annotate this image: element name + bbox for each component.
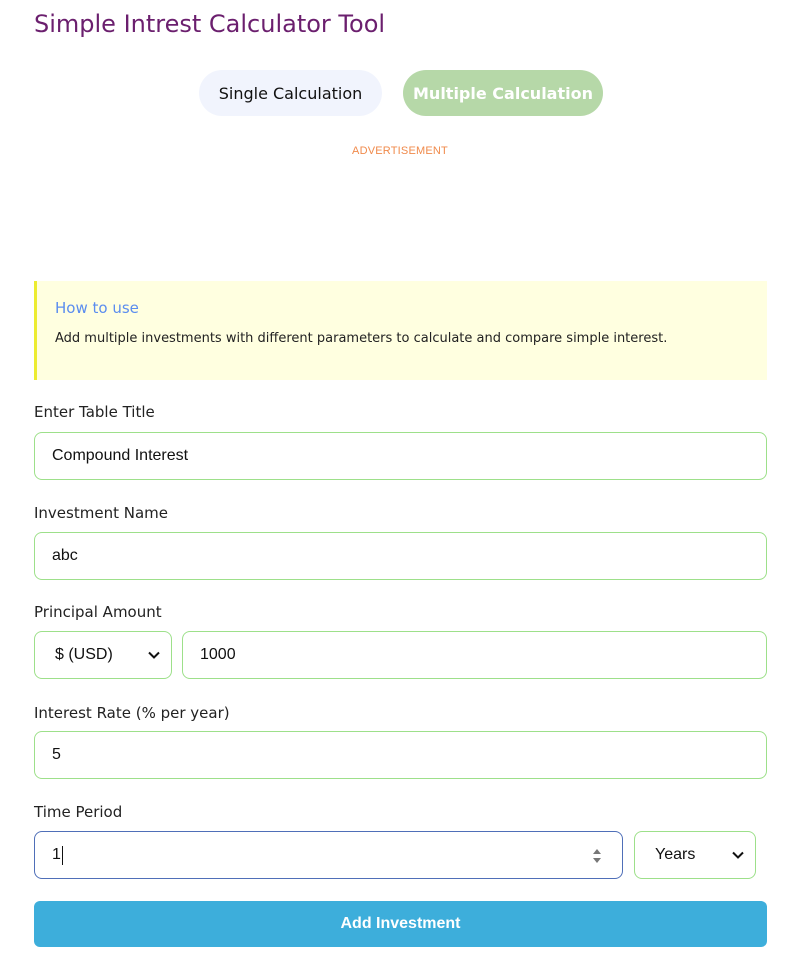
- interest-rate-input[interactable]: [34, 731, 767, 779]
- interest-rate-value: 5: [52, 746, 61, 763]
- currency-select[interactable]: [34, 631, 172, 679]
- table-title-value: Compound Interest: [52, 447, 189, 464]
- time-period-value: 1: [52, 846, 61, 863]
- how-to-use-text: Add multiple investments with different parameters to calculate and compare simple interest.: [55, 331, 668, 346]
- investment-name-label: Investment Name: [34, 504, 168, 522]
- principal-amount-input[interactable]: [182, 631, 767, 679]
- principal-amount-value: 1000: [200, 646, 236, 663]
- time-period-input[interactable]: [34, 831, 623, 879]
- add-investment-button[interactable]: Add Investment: [34, 901, 767, 947]
- how-to-use-box: [34, 281, 767, 380]
- interest-rate-label: Interest Rate (% per year): [34, 704, 230, 722]
- principal-amount-label: Principal Amount: [34, 603, 162, 621]
- investment-name-value: abc: [52, 547, 78, 564]
- number-spinner-icon[interactable]: [592, 847, 602, 865]
- how-to-use-title: How to use: [55, 299, 139, 317]
- advertisement-label: ADVERTISEMENT: [352, 145, 448, 157]
- calculation-mode-tabs: [199, 70, 603, 116]
- time-period-label: Time Period: [34, 803, 123, 821]
- time-unit-select[interactable]: [634, 831, 756, 879]
- tab-multiple-calculation[interactable]: Multiple Calculation: [403, 70, 603, 116]
- tab-single-calculation[interactable]: Single Calculation: [199, 70, 382, 116]
- table-title-input[interactable]: [34, 432, 767, 480]
- page-title: Simple Intrest Calculator Tool: [34, 10, 386, 38]
- table-title-label: Enter Table Title: [34, 403, 155, 421]
- chevron-down-icon: [731, 848, 745, 862]
- text-caret: [62, 846, 63, 865]
- time-unit-value: Years: [655, 846, 696, 863]
- chevron-down-icon: [147, 648, 161, 662]
- currency-value: $ (USD): [55, 646, 113, 663]
- investment-name-input[interactable]: [34, 532, 767, 580]
